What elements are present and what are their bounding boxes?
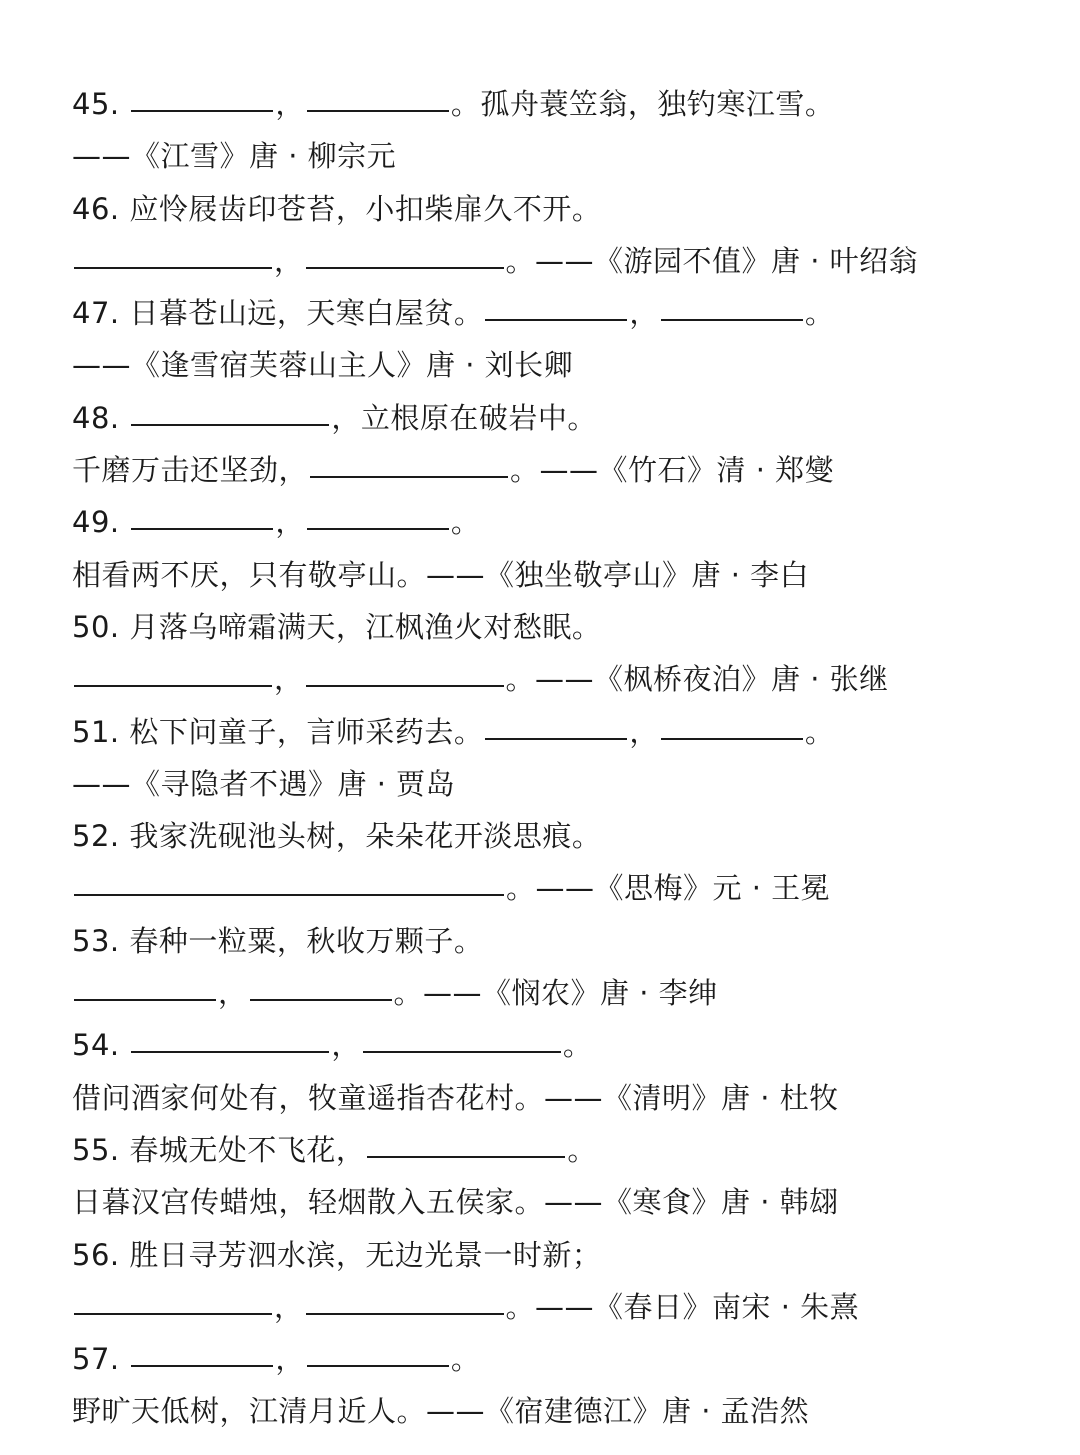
fill-in-blank[interactable] xyxy=(131,527,273,530)
line-text: ， xyxy=(218,976,248,1011)
line-text: 。——《枫桥夜泊》唐 · 张继 xyxy=(505,662,889,697)
fill-in-blank[interactable] xyxy=(363,1050,561,1053)
line-text: 52. 我家洗砚池头树，朵朵花开淡思痕。 xyxy=(72,819,602,854)
line-text: ， xyxy=(331,1028,361,1063)
line-text: 。 xyxy=(804,296,835,331)
line-text: ， xyxy=(629,296,659,331)
line-text: 借问酒家何处有，牧童遥指杏花村。——《清明》唐 · 杜牧 xyxy=(72,1080,839,1115)
line-text: ，立根原在破岩中。 xyxy=(331,400,597,435)
line-text: ， xyxy=(274,662,304,697)
line-text: 。 xyxy=(450,505,481,540)
line-text: ， xyxy=(629,714,659,749)
line-text: 51. 松下问童子，言师采药去。 xyxy=(72,714,484,749)
line-text: ——《寻隐者不遇》唐 · 贾岛 xyxy=(72,766,456,801)
fill-in-blank[interactable] xyxy=(307,527,449,530)
worksheet-line xyxy=(72,444,1032,496)
worksheet-line xyxy=(72,706,1032,758)
line-text: ——《江雪》唐 · 柳宗元 xyxy=(72,139,397,174)
fill-in-blank[interactable] xyxy=(307,109,449,112)
fill-in-blank[interactable] xyxy=(131,1364,273,1367)
fill-in-blank[interactable] xyxy=(306,684,504,687)
line-text: 日暮汉宫传蜡烛，轻烟散入五侯家。——《寒食》唐 · 韩翃 xyxy=(72,1185,839,1220)
line-text: 47. 日暮苍山远，天寒白屋贫。 xyxy=(72,296,484,331)
line-text: 。——《悯农》唐 · 李绅 xyxy=(393,976,718,1011)
fill-in-blank[interactable] xyxy=(485,737,627,740)
line-text: 54. xyxy=(72,1028,130,1063)
worksheet-line xyxy=(72,1124,1032,1176)
line-text: 。 xyxy=(804,714,835,749)
worksheet-line xyxy=(72,653,1032,705)
worksheet-line xyxy=(72,810,1032,862)
line-text: 。——《思梅》元 · 王冕 xyxy=(506,871,831,906)
worksheet-line xyxy=(72,287,1032,339)
line-text: 45. xyxy=(72,87,130,121)
fill-in-blank[interactable] xyxy=(661,318,803,321)
line-text: 53. 春种一粒粟，秋收万颗子。 xyxy=(72,923,484,958)
line-text: 57. xyxy=(72,1342,130,1377)
fill-in-blank[interactable] xyxy=(485,318,627,321)
fill-in-blank[interactable] xyxy=(661,737,803,740)
worksheet-line xyxy=(72,1229,1032,1281)
worksheet-line xyxy=(72,78,1032,130)
line-text: 。 xyxy=(567,1132,597,1167)
line-text: 。孤舟蓑笠翁，独钓寒江雪。 xyxy=(450,87,835,121)
line-text: 。——《春日》南宋 · 朱熹 xyxy=(505,1289,860,1324)
fill-in-blank[interactable] xyxy=(307,1364,449,1367)
worksheet-line xyxy=(72,915,1032,967)
line-text: 。——《游园不值》唐 · 叶绍翁 xyxy=(505,243,919,278)
worksheet-line xyxy=(72,1176,1032,1228)
worksheet-line xyxy=(72,549,1032,601)
worksheet-line xyxy=(72,496,1032,548)
line-text: 46. 应怜屐齿印苍苔，小扣柴扉久不开。 xyxy=(72,191,602,226)
worksheet-line xyxy=(72,1281,1032,1333)
line-text: ， xyxy=(275,505,305,540)
fill-in-blank[interactable] xyxy=(131,423,329,426)
line-text: 相看两不厌，只有敬亭山。——《独坐敬亭山》唐 · 李白 xyxy=(72,557,810,592)
worksheet-line xyxy=(72,1385,1032,1437)
line-text: 50. 月落乌啼霜满天，江枫渔火对愁眠。 xyxy=(72,609,602,644)
line-text: 。——《竹石》清 · 郑燮 xyxy=(510,453,835,488)
line-text: ， xyxy=(274,1289,304,1324)
fill-in-blank[interactable] xyxy=(310,475,508,478)
line-text: ——《逢雪宿芙蓉山主人》唐 · 刘长卿 xyxy=(72,348,574,383)
line-text: 48. xyxy=(72,400,130,435)
fill-in-blank[interactable] xyxy=(74,998,216,1001)
line-text: ， xyxy=(275,1342,305,1377)
worksheet-line xyxy=(72,183,1032,235)
line-text: 55. 春城无处不飞花， xyxy=(72,1132,366,1167)
worksheet-line xyxy=(72,862,1032,914)
fill-in-blank[interactable] xyxy=(74,1312,272,1315)
fill-in-blank[interactable] xyxy=(250,998,392,1001)
worksheet-line xyxy=(72,339,1032,391)
line-text: 。 xyxy=(450,1342,481,1377)
worksheet-page xyxy=(72,78,1032,1438)
line-text: ， xyxy=(275,87,305,121)
worksheet-line xyxy=(72,1019,1032,1071)
worksheet-line xyxy=(72,967,1032,1019)
fill-in-blank[interactable] xyxy=(131,109,273,112)
line-text: 49. xyxy=(72,505,130,540)
worksheet-line xyxy=(72,758,1032,810)
worksheet-line xyxy=(72,130,1032,182)
fill-in-blank[interactable] xyxy=(74,684,272,687)
fill-in-blank[interactable] xyxy=(74,893,504,896)
worksheet-line xyxy=(72,601,1032,653)
line-text: 野旷天低树，江清月近人。——《宿建德江》唐 · 孟浩然 xyxy=(72,1394,810,1429)
worksheet-line xyxy=(72,1072,1032,1124)
line-text: 千磨万击还坚劲， xyxy=(72,453,309,488)
line-text: 。 xyxy=(562,1028,593,1063)
line-text: ， xyxy=(274,243,304,278)
fill-in-blank[interactable] xyxy=(367,1155,565,1158)
fill-in-blank[interactable] xyxy=(74,266,272,269)
worksheet-line xyxy=(72,1333,1032,1385)
worksheet-line xyxy=(72,392,1032,444)
fill-in-blank[interactable] xyxy=(306,1312,504,1315)
fill-in-blank[interactable] xyxy=(306,266,504,269)
fill-in-blank[interactable] xyxy=(131,1050,329,1053)
worksheet-line xyxy=(72,235,1032,287)
line-text: 56. 胜日寻芳泗水滨，无边光景一时新； xyxy=(72,1237,602,1272)
